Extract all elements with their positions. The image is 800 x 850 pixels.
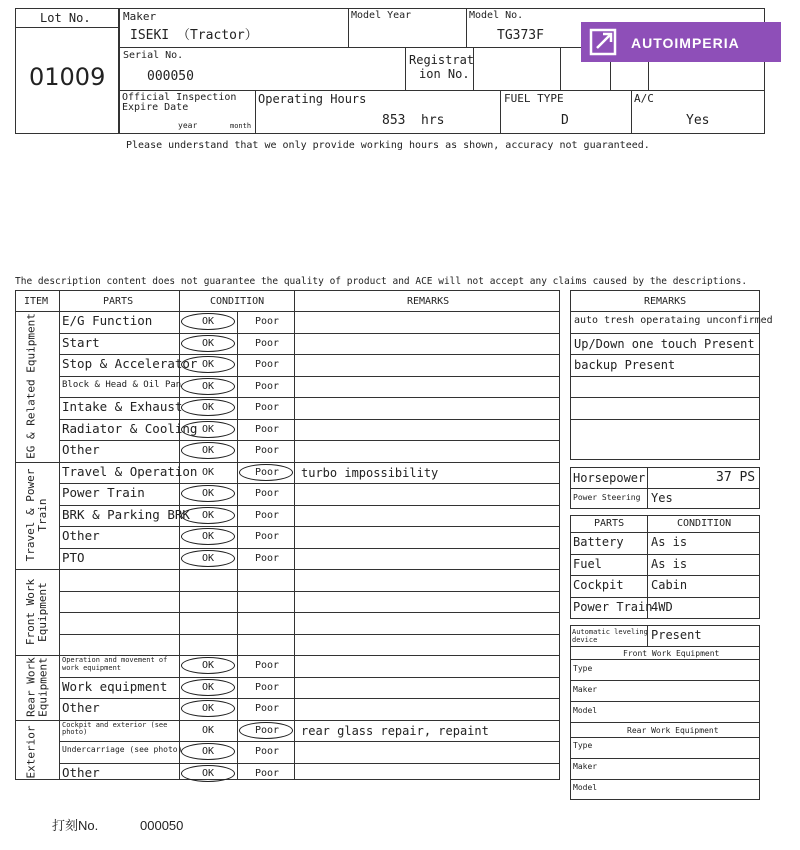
divider <box>570 376 760 377</box>
ok-option: OK <box>202 703 215 714</box>
side-remark-item: Up/Down one touch Present <box>574 336 755 351</box>
divider <box>570 554 760 555</box>
logo-text: AUTOIMPERIA <box>631 35 740 51</box>
part-name: Power Train <box>62 485 145 500</box>
registration-label: Registrat <box>409 53 475 67</box>
front-maker-label: Maker <box>573 685 598 694</box>
ok-option: OK <box>202 681 215 693</box>
row-divider <box>59 634 560 635</box>
ok-option: OK <box>202 767 215 779</box>
side-part-name: Fuel <box>573 556 602 571</box>
divider <box>570 419 760 420</box>
group-label <box>25 720 49 785</box>
ok-option: OK <box>202 660 215 671</box>
stamp-label: 打刻No. <box>52 818 99 833</box>
ok-option: OK <box>202 509 215 521</box>
horsepower-value: 37 PS <box>716 470 756 485</box>
model-year-label: Model Year <box>351 10 412 21</box>
maker-value: ISEKI （Tractor） <box>130 28 258 43</box>
ok-circle-mark <box>181 485 235 502</box>
poor-option: Poor <box>255 402 280 413</box>
ok-option: OK <box>202 488 215 499</box>
part-name: Other <box>62 442 100 457</box>
parts-label: PARTS <box>594 518 625 529</box>
part-name: BRK & Parking BRK <box>62 506 190 522</box>
divider <box>255 90 256 134</box>
ok-circle-mark <box>181 765 235 782</box>
serial-label: Serial No. <box>123 50 184 61</box>
part-name: Start <box>62 334 100 350</box>
ok-option: OK <box>202 423 215 435</box>
hours-note: Please understand that we only provide working hours as shown, accuracy not guaranteed. <box>126 140 650 151</box>
side-remarks-title: REMARKS <box>644 296 687 307</box>
poor-option: Poor <box>255 466 280 478</box>
ok-circle-mark <box>181 356 235 373</box>
divider <box>348 8 349 47</box>
divider <box>570 597 760 598</box>
ok-option: OK <box>202 531 215 542</box>
row-divider <box>59 612 560 613</box>
col-parts: PARTS <box>103 296 134 307</box>
group-label-line: Rear Work <box>24 657 37 718</box>
poor-option: Poor <box>255 380 280 392</box>
remark-text: rear glass repair, repaint <box>301 723 489 738</box>
logo-mark-icon <box>589 28 619 56</box>
steering-label: Power Steering <box>573 493 641 502</box>
table-row <box>0 462 560 484</box>
leveling-label-2: device <box>572 636 598 644</box>
table-row <box>0 655 560 677</box>
divider <box>570 575 760 576</box>
ac-value: Yes <box>686 113 710 128</box>
table-row <box>0 763 560 785</box>
disclaimer: The description content does not guarantee the quality of product and ACE will not accept any claims caused by the descriptions. <box>15 276 748 287</box>
part-name: Work equipment <box>62 678 168 694</box>
part-name: PTO <box>62 549 85 565</box>
group-label-line: Travel & Power <box>24 468 37 562</box>
hours-label: Operating Hours <box>258 92 367 106</box>
divider <box>119 90 765 91</box>
side-part-name: Power Train <box>573 599 653 614</box>
ok-circle-mark <box>181 442 235 459</box>
table-row <box>0 354 560 376</box>
col-remarks: REMARKS <box>407 296 450 307</box>
group-label <box>25 311 49 462</box>
ac-label: A/C <box>634 92 654 105</box>
table-row <box>0 333 560 355</box>
divider <box>570 779 760 780</box>
model-no-label: Model No. <box>469 10 524 21</box>
ok-circle-mark <box>181 679 235 696</box>
hours-unit: hrs <box>421 113 445 128</box>
table-row <box>0 741 560 763</box>
ok-option: OK <box>202 724 215 736</box>
group-label-line: Exterior <box>24 725 37 779</box>
poor-option: Poor <box>255 488 280 499</box>
ok-circle-mark <box>181 507 235 524</box>
serial-value: 000050 <box>147 69 194 84</box>
part-name: E/G Function <box>62 313 153 328</box>
part-name: Other <box>62 528 100 543</box>
ok-option: OK <box>202 445 215 456</box>
lot-number: 01009 <box>29 63 106 91</box>
group-label <box>25 462 49 570</box>
ok-option: OK <box>202 337 215 349</box>
ok-circle-mark <box>181 528 235 545</box>
rear-model-label: Model <box>573 783 598 792</box>
divider <box>570 722 760 723</box>
registration-label-2: ion No. <box>419 67 470 81</box>
hours-value: 853 <box>382 113 406 128</box>
col-condition: CONDITION <box>210 296 265 307</box>
poor-option: Poor <box>255 724 280 736</box>
ok-option: OK <box>202 380 215 392</box>
divider <box>500 90 501 134</box>
inspection-label-2: Expire Date <box>122 102 189 113</box>
ok-circle-mark <box>181 657 235 674</box>
year-label: year <box>178 121 198 130</box>
stamp-value: 000050 <box>140 818 184 833</box>
divider <box>570 354 760 355</box>
side-remark-item: auto tresh operataing unconfirmed <box>574 315 773 326</box>
row-divider <box>59 591 560 592</box>
divider <box>570 532 760 533</box>
poor-option: Poor <box>255 359 280 370</box>
remark-text: turbo impossibility <box>301 465 439 480</box>
poor-option: Poor <box>255 531 280 542</box>
model-no-value: TG373F <box>497 28 544 43</box>
inspection-label: Official Inspection <box>122 92 237 103</box>
ok-circle-mark <box>181 700 235 717</box>
part-name: Undercarriage (see photo) <box>62 745 183 754</box>
ok-option: OK <box>202 359 215 370</box>
ok-option: OK <box>202 402 215 413</box>
rear-type-label: Type <box>573 741 593 750</box>
ok-circle-mark <box>181 378 235 395</box>
rear-maker-label: Maker <box>573 762 598 771</box>
ok-circle-mark <box>181 421 235 438</box>
divider <box>466 8 467 47</box>
poor-option: Poor <box>255 681 280 693</box>
side-remark-item: backup Present <box>574 358 676 372</box>
side-part-name: Battery <box>573 535 624 549</box>
side-part-value: As is <box>651 535 688 549</box>
side-part-value: As is <box>651 556 688 571</box>
poor-circle-mark <box>239 464 293 481</box>
part-name: Intake & Exhaust <box>62 399 183 414</box>
part-name: Radiator & Cooling <box>62 420 198 436</box>
poor-option: Poor <box>255 746 280 757</box>
divider <box>570 397 760 398</box>
ok-option: OK <box>202 746 215 757</box>
poor-option: Poor <box>255 337 280 349</box>
divider <box>570 737 760 738</box>
part-name: Operation and movement of work equipment <box>62 656 168 672</box>
poor-circle-mark <box>239 722 293 739</box>
divider <box>570 701 760 702</box>
col-item: ITEM <box>24 296 49 307</box>
divider <box>405 47 406 90</box>
divider <box>570 646 760 647</box>
ok-option: OK <box>202 552 215 564</box>
side-part-value: Cabin <box>651 578 688 592</box>
divider <box>570 488 760 489</box>
table-row <box>0 397 560 419</box>
table-row <box>0 419 560 441</box>
divider <box>15 27 119 28</box>
poor-option: Poor <box>255 445 280 456</box>
table-row <box>0 677 560 699</box>
divider <box>570 311 760 312</box>
steering-value: Yes <box>651 491 673 505</box>
ok-circle-mark <box>181 335 235 352</box>
leveling-label: Automatic leveling <box>572 628 648 636</box>
ok-circle-mark <box>181 313 235 330</box>
table-row <box>0 376 560 398</box>
condition-label: CONDITION <box>677 518 732 529</box>
poor-option: Poor <box>255 767 280 779</box>
table-row <box>0 720 560 742</box>
poor-option: Poor <box>255 316 280 327</box>
part-name: Stop & Accelerator <box>62 356 198 371</box>
poor-option: Poor <box>255 509 280 521</box>
poor-option: Poor <box>255 552 280 564</box>
part-name: Block & Head & Oil Pan <box>62 379 182 390</box>
fuel-value: D <box>561 113 569 128</box>
rear-equipment-title: Rear Work Equipment <box>627 726 719 735</box>
side-part-name: Cockpit <box>573 578 624 592</box>
divider <box>631 90 632 134</box>
poor-option: Poor <box>255 660 280 671</box>
divider <box>560 47 561 90</box>
side-part-value: 4WD <box>651 599 673 614</box>
divider <box>570 659 760 660</box>
front-type-label: Type <box>573 664 593 673</box>
group-label-line: EG & Related Equipment <box>24 313 37 460</box>
divider <box>570 680 760 681</box>
table-row <box>0 548 560 570</box>
part-name: Cockpit and exterior (see photo) <box>62 720 168 737</box>
autoimperia-logo <box>581 22 781 62</box>
divider <box>570 758 760 759</box>
group-divider <box>15 569 560 570</box>
table-row <box>0 526 560 548</box>
group-label-line: Front Work <box>24 578 37 646</box>
ok-option: OK <box>202 466 215 478</box>
ok-option: OK <box>202 316 215 327</box>
front-equipment-title: Front Work Equipment <box>623 649 720 658</box>
ok-circle-mark <box>181 550 235 567</box>
month-label: month <box>230 122 252 130</box>
part-name: Travel & Operation <box>62 463 198 479</box>
group-label-line: Equipment <box>35 582 49 642</box>
ok-circle-mark <box>181 743 235 760</box>
group-label <box>25 655 49 720</box>
fuel-label: FUEL TYPE <box>504 92 564 105</box>
table-row <box>0 311 560 333</box>
poor-option: Poor <box>255 703 280 714</box>
table-row <box>0 505 560 527</box>
table-row <box>0 483 560 505</box>
table-row <box>0 440 560 462</box>
table-row <box>0 698 560 720</box>
ok-circle-mark <box>181 399 235 416</box>
front-model-label: Model <box>573 706 598 715</box>
group-label-line: Train <box>35 498 49 532</box>
poor-option: Poor <box>255 423 280 435</box>
divider <box>570 333 760 334</box>
part-name: Other <box>62 764 100 780</box>
leveling-value: Present <box>651 628 702 642</box>
group-label <box>25 569 49 655</box>
divider <box>647 467 648 509</box>
horsepower-label: Horsepower <box>573 471 646 485</box>
maker-label: Maker <box>123 10 157 23</box>
part-name: Other <box>62 700 100 715</box>
group-label-line: Equipment <box>35 657 49 718</box>
lot-label: Lot No. <box>40 11 91 25</box>
